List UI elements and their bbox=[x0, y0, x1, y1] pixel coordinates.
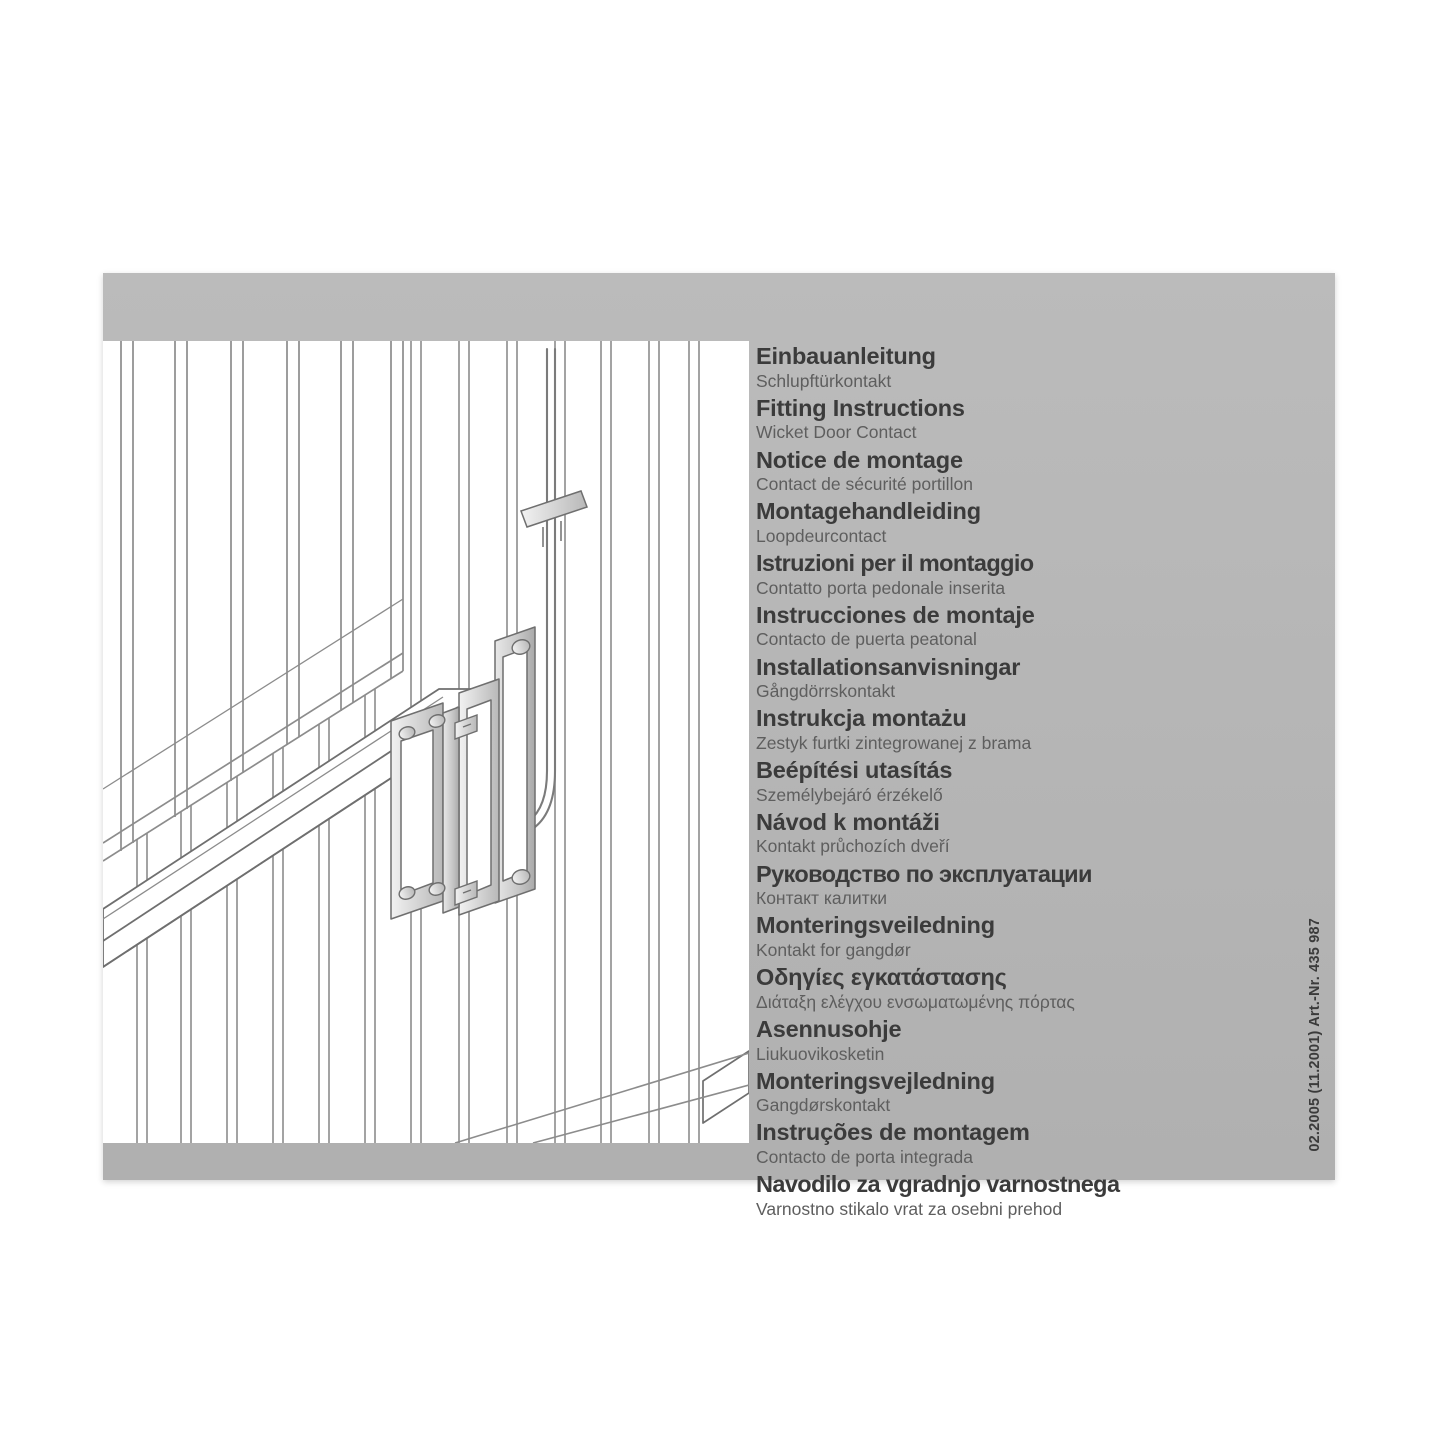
title-sub-sv: Gångdörrskontakt bbox=[756, 681, 896, 702]
title-sub-el: Διάταξη ελέγχου ενσωματωμένης πόρτας bbox=[756, 991, 1075, 1012]
title-sub-en: Wicket Door Contact bbox=[756, 422, 917, 443]
title-sub-fr: Contact de sécurité portillon bbox=[756, 474, 973, 495]
lang-block-hu bbox=[756, 757, 1256, 806]
title-sub-pl: Zestyk furtki zintegrowanej z brama bbox=[756, 732, 1032, 753]
lang-block-sl bbox=[756, 1171, 1256, 1220]
title-sub-nl: Loopdeurcontact bbox=[756, 525, 887, 546]
title-sub-sl: Varnostno stikalo vrat za osebni prehod bbox=[756, 1198, 1063, 1219]
title-main-sv: Installationsanvisningar bbox=[756, 653, 1021, 680]
title-main-es: Instrucciones de montaje bbox=[756, 601, 1035, 628]
article-code: 02.2005 (11.2001) Art.-Nr. 435 987 bbox=[1307, 918, 1323, 1152]
lang-block-en bbox=[756, 395, 1256, 444]
title-main-no: Monteringsveiledning bbox=[756, 912, 995, 939]
lang-block-es bbox=[756, 602, 1256, 651]
title-main-fi: Asennusohje bbox=[756, 1015, 902, 1042]
lang-block-cs bbox=[756, 809, 1256, 858]
lang-block-fi bbox=[756, 1016, 1256, 1065]
cover-sheet bbox=[103, 273, 1335, 1219]
title-sub-cs: Kontakt průchozích dveří bbox=[756, 836, 950, 857]
title-main-sl: Navodilo za vgradnjo varnostnega bbox=[756, 1171, 1120, 1198]
lang-block-fr bbox=[756, 447, 1256, 496]
title-main-pt: Instruções de montagem bbox=[756, 1119, 1030, 1146]
lang-block-ru bbox=[756, 861, 1256, 910]
title-main-it: Istruzioni per il montaggio bbox=[756, 550, 1034, 577]
title-sub-pt: Contacto de porta integrada bbox=[756, 1147, 973, 1168]
lang-block-de bbox=[756, 343, 1256, 392]
title-sub-es: Contacto de puerta peatonal bbox=[756, 629, 977, 650]
title-main-hu: Beépítési utasítás bbox=[756, 757, 953, 784]
title-main-da: Monteringsvejledning bbox=[756, 1067, 995, 1094]
title-sub-da: Gangdørskontakt bbox=[756, 1095, 891, 1116]
title-sub-de: Schlupftürkontakt bbox=[756, 370, 892, 391]
lang-block-sv bbox=[756, 654, 1256, 703]
title-main-fr: Notice de montage bbox=[756, 446, 963, 473]
illustration-panel bbox=[103, 341, 749, 1143]
lang-block-da bbox=[756, 1068, 1256, 1117]
lang-block-pt bbox=[756, 1119, 1256, 1168]
lang-block-nl bbox=[756, 498, 1256, 547]
title-main-en: Fitting Instructions bbox=[756, 394, 965, 421]
title-main-nl: Montagehandleiding bbox=[756, 498, 981, 525]
lang-block-el bbox=[756, 964, 1256, 1013]
title-main-ru: Руководство по эксплуатации bbox=[756, 860, 1092, 887]
lang-block-pl bbox=[756, 705, 1256, 754]
title-sub-no: Kontakt for gangdør bbox=[756, 939, 911, 960]
title-sub-it: Contatto porta pedonale inserita bbox=[756, 577, 1006, 598]
title-sub-fi: Liukuovikosketin bbox=[756, 1043, 885, 1064]
title-main-de: Einbauanleitung bbox=[756, 343, 936, 369]
title-main-cs: Návod k montáži bbox=[756, 808, 940, 835]
lang-block-it bbox=[756, 550, 1256, 599]
title-sub-ru: Контакт калитки bbox=[756, 888, 888, 909]
title-main-pl: Instrukcja montażu bbox=[756, 705, 967, 732]
title-list bbox=[756, 343, 1256, 1223]
lang-block-no bbox=[756, 912, 1256, 961]
title-main-el: Οδηγίες εγκατάστασης bbox=[756, 964, 1007, 991]
title-sub-hu: Személybejáró érzékelő bbox=[756, 784, 943, 805]
wicket-door-contact-illustration bbox=[103, 341, 749, 1143]
